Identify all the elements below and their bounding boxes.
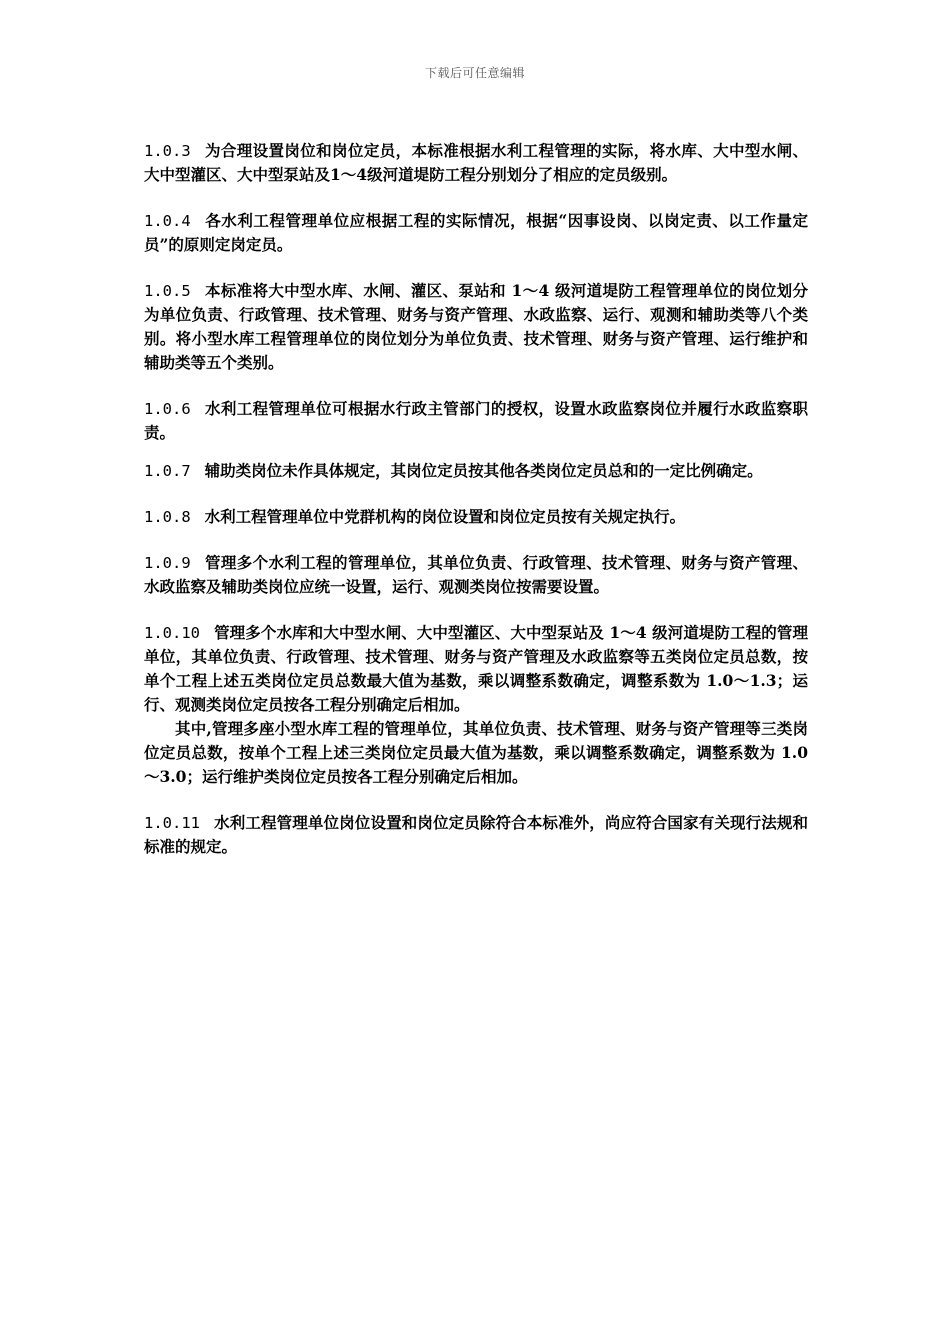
paragraph-1-0-9 bbox=[144, 551, 808, 599]
clause-number: 1.0.6 bbox=[144, 400, 191, 418]
clause-number: 1.0.11 bbox=[144, 814, 200, 832]
clause-text: 水利工程管理单位中党群机构的岗位设置和岗位定员按有关规定执行。 bbox=[204, 507, 686, 526]
clause-text: 为合理设置岗位和岗位定员，本标准根据水利工程管理的实际，将水库、大中型水闸、大中型灌区、大中型泵站及1～4级河道堤防工程分别划分了相应的定员级别。 bbox=[144, 141, 808, 184]
clause-text: 管理多个水库和大中型水闸、大中型灌区、大中型泵站及 1～4 级河道堤防工程的管理单位，其单位负责、行政管理、技术管理、财务与资产管理及水政监察等五类岗位定员总数，按单个工程上述五类岗位定员总数最大值为基数，乘以调整系数确定，调整系数为 1.0～1.3；运行、观测类岗位定员按各工程分别确定后相加。 bbox=[144, 623, 808, 714]
clause-text: 管理多个水利工程的管理单位，其单位负责、行政管理、技术管理、财务与资产管理、水政监察及辅助类岗位应统一设置，运行、观测类岗位按需要设置。 bbox=[144, 553, 808, 596]
document-body bbox=[144, 139, 808, 881]
paragraph-1-0-5 bbox=[144, 279, 808, 375]
paragraph-1-0-6 bbox=[144, 397, 808, 445]
clause-number: 1.0.8 bbox=[144, 508, 191, 526]
clause-text: 本标准将大中型水库、水闸、灌区、泵站和 1～4 级河道堤防工程管理单位的岗位划分为单位负责、行政管理、技术管理、财务与资产管理、水政监察、运行、观测和辅助类等八个类别。将小型水库工程管理单位的岗位划分为单位负责、技术管理、财务与资产管理、运行维护和辅助类等五个类别。 bbox=[144, 281, 808, 372]
paragraph-1-0-7 bbox=[144, 459, 808, 483]
paragraph-1-0-10-continuation bbox=[144, 717, 808, 789]
clause-text: 其中,管理多座小型水库工程的管理单位，其单位负责、技术管理、财务与资产管理等三类岗位定员总数，按单个工程上述三类岗位定员最大值为基数，乘以调整系数确定，调整系数为 1.0～3.0；运行维护类岗位定员按各工程分别确定后相加。 bbox=[144, 719, 808, 786]
paragraph-1-0-8 bbox=[144, 505, 808, 529]
clause-number: 1.0.5 bbox=[144, 282, 191, 300]
clause-number: 1.0.3 bbox=[144, 142, 191, 160]
paragraph-1-0-10 bbox=[144, 621, 808, 717]
clause-number: 1.0.9 bbox=[144, 554, 191, 572]
paragraph-1-0-11 bbox=[144, 811, 808, 859]
clause-text: 水利工程管理单位可根据水行政主管部门的授权，设置水政监察岗位并履行水政监察职责。 bbox=[144, 399, 808, 442]
paragraph-1-0-4 bbox=[144, 209, 808, 257]
clause-number: 1.0.7 bbox=[144, 462, 191, 480]
clause-number: 1.0.4 bbox=[144, 212, 191, 230]
clause-number: 1.0.10 bbox=[144, 624, 200, 642]
page-header: 下载后可任意编辑 bbox=[424, 66, 525, 80]
clause-text: 辅助类岗位未作具体规定，其岗位定员按其他各类岗位定员总和的一定比例确定。 bbox=[204, 461, 763, 480]
clause-text: 各水利工程管理单位应根据工程的实际情况，根据“因事设岗、以岗定责、以工作量定员”的原则定岗定员。 bbox=[144, 211, 808, 254]
clause-text: 水利工程管理单位岗位设置和岗位定员除符合本标准外，尚应符合国家有关现行法规和标准的规定。 bbox=[144, 813, 808, 856]
paragraph-1-0-3 bbox=[144, 139, 808, 187]
